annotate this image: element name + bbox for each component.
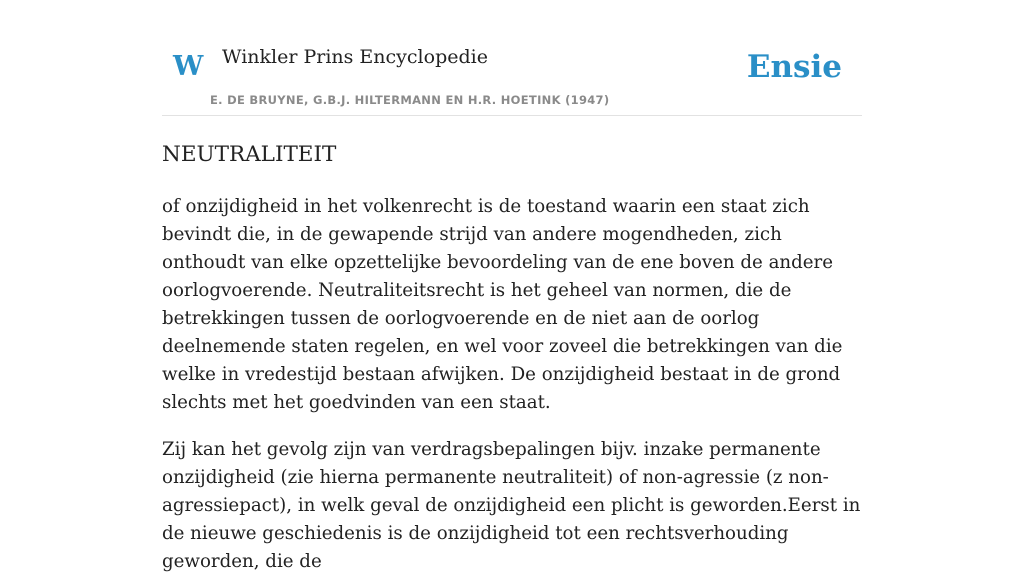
page: [162, 0, 862, 576]
site-authors: E. DE BRUYNE, G.B.J. HILTERMANN EN H.R. HOETINK (1947): [210, 93, 610, 107]
entry-paragraph-2: Zij kan het gevolg zijn van verdragsbepalingen bijv. inzake permanente onzijdigheid (zie hierna permanente neutraliteit) of non-agressie (z non-agressiepact), in welk geval de onzijdigheid een plicht is geworden.Eerst in de nieuwe geschiedenis is de onzijdigheid tot een rechtsverhouding geworden, die de: [162, 438, 861, 572]
site-header: [162, 0, 862, 116]
site-title[interactable]: Winkler Prins Encyclopedie: [222, 46, 488, 68]
ensie-logo-link[interactable]: Ensie: [746, 49, 842, 85]
winkler-prins-logo-icon[interactable]: W: [173, 51, 204, 82]
entry-title: NEUTRALITEIT: [162, 142, 337, 167]
entry-paragraph-1: of onzijdigheid in het volkenrecht is de toestand waarin een staat zich bevindt die, in de gewapende strijd van andere mogendheden, zich onthoudt van elke opzettelijke bevoordeling van de ene boven de andere oorlogvoerende. Neutraliteitsrecht is het geheel van normen, die de betrekkingen tussen de oorlogvoerende en de niet aan de oorlog deelnemende staten regelen, en wel voor zoveel die betrekkingen van die welke in vredestijd bestaan afwijken. De onzijdigheid bestaat in de grond slechts met het goedvinden van een staat.: [162, 195, 843, 413]
